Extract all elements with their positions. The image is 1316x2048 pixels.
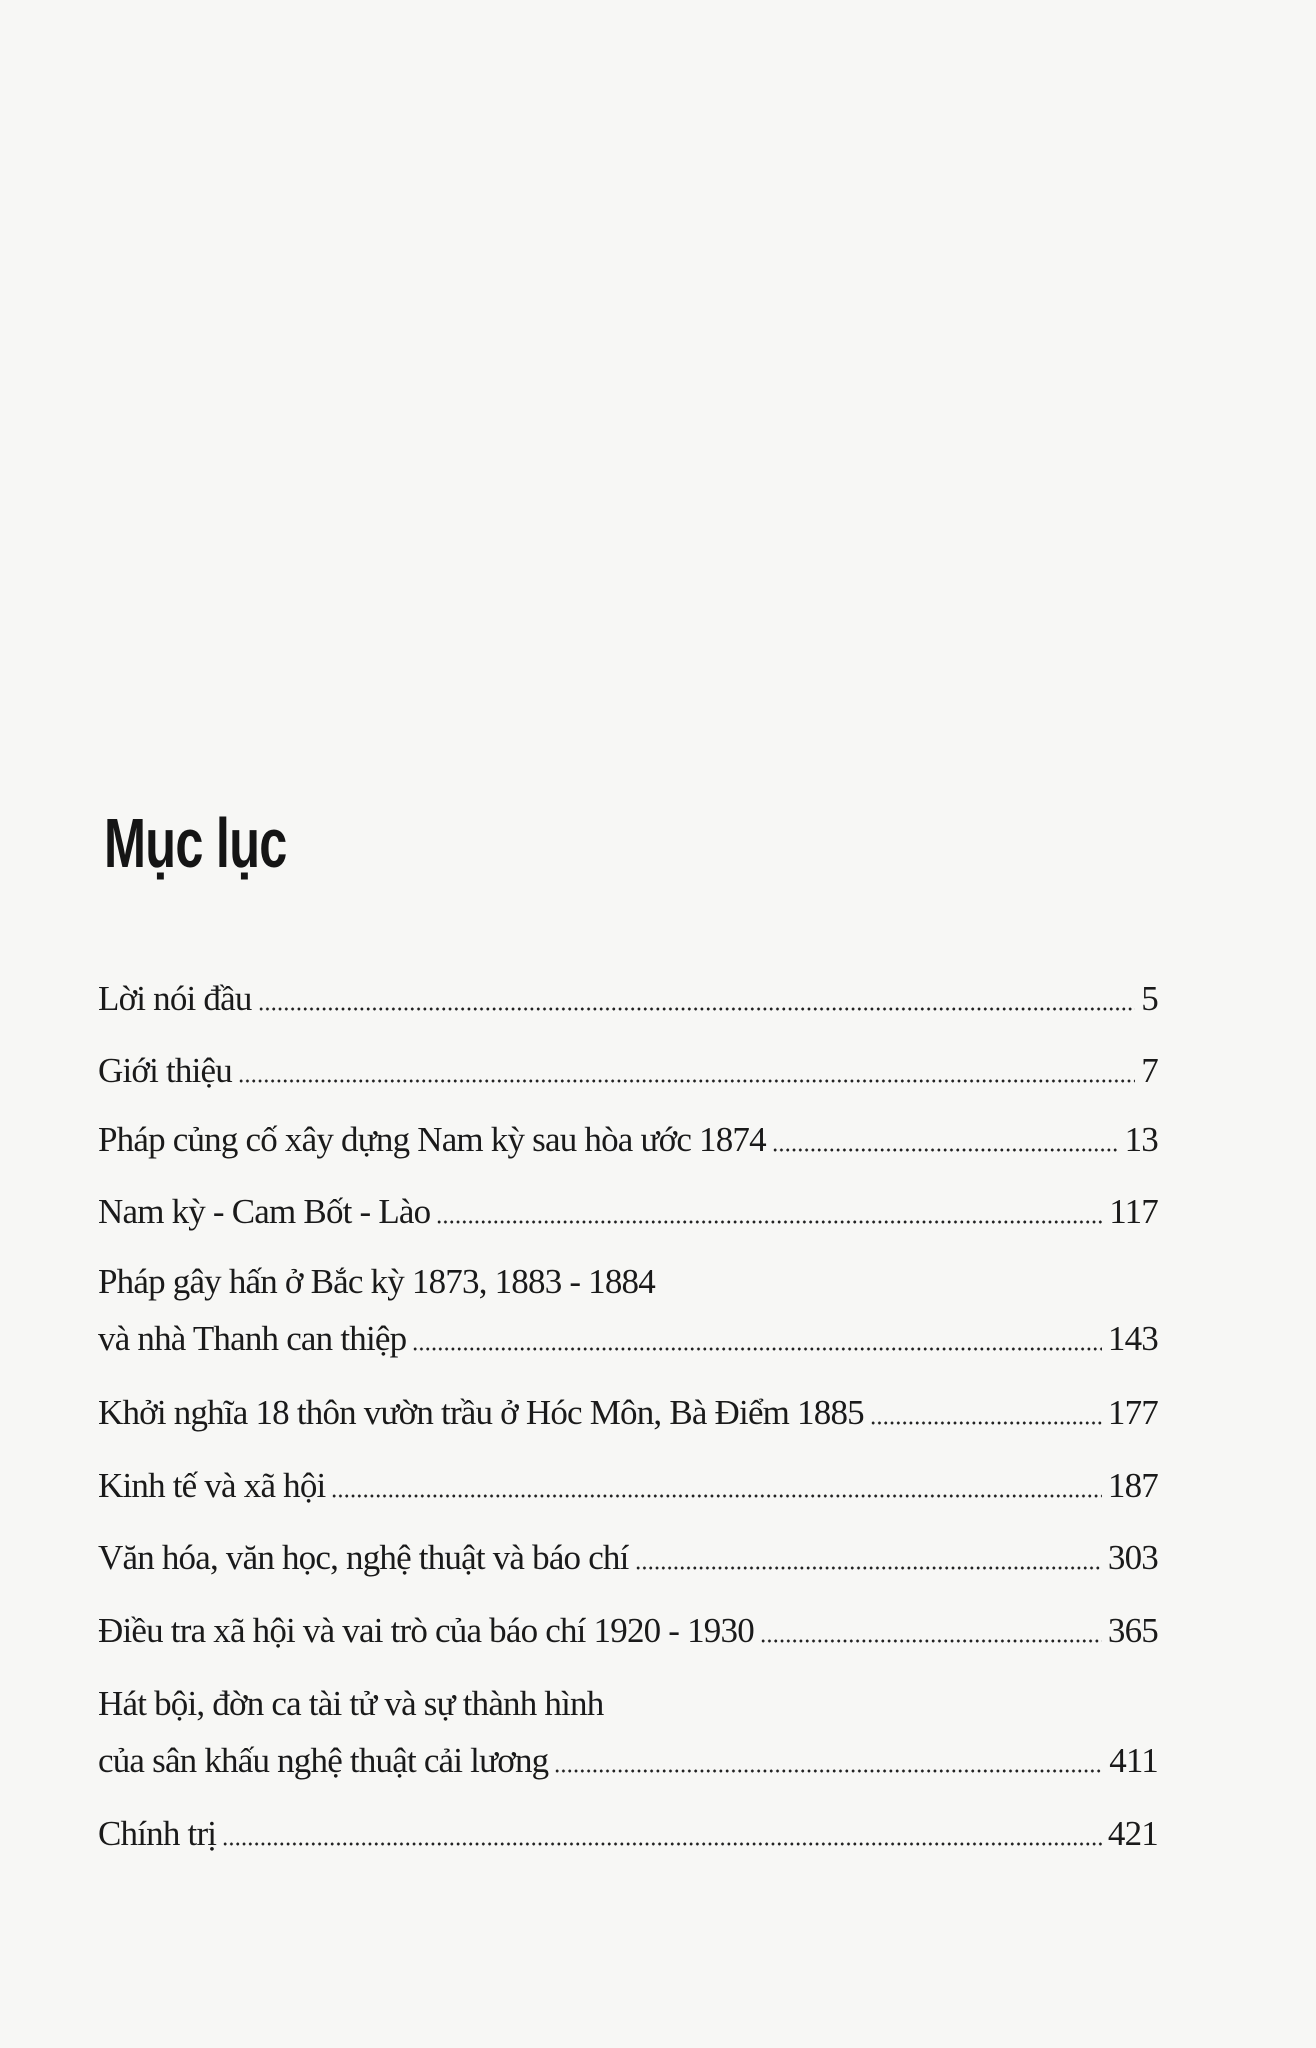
toc-entry[interactable] [98, 1260, 1158, 1361]
toc-entry[interactable] [98, 1464, 1158, 1508]
toc-entry-title: Pháp gây hấn ở Bắc kỳ 1873, 1883 - 1884 [98, 1262, 655, 1301]
toc-entry[interactable] [98, 1536, 1158, 1580]
dot-leader [635, 1566, 1102, 1570]
page-title: Mục lục [104, 804, 287, 882]
toc-entry[interactable] [98, 1609, 1158, 1653]
toc-entry-title: Nam kỳ - Cam Bốt - Lào [98, 1192, 431, 1231]
toc-entry-title: Hát bội, đờn ca tài tử và sự thành hình [98, 1684, 604, 1723]
toc-page-number: 187 [1107, 1466, 1158, 1505]
toc-entry[interactable] [98, 1190, 1158, 1234]
dot-leader [258, 1007, 1136, 1011]
dot-leader [554, 1769, 1103, 1773]
dot-leader [238, 1079, 1135, 1083]
toc-page-number: 143 [1107, 1319, 1158, 1358]
toc-entry[interactable] [98, 1118, 1158, 1162]
dot-leader [870, 1421, 1102, 1425]
toc-entry-title: Lời nói đầu [98, 979, 252, 1018]
toc-entry-title: Điều tra xã hội và vai trò của báo chí 1920 - 1930 [98, 1611, 754, 1650]
toc-entry[interactable] [98, 1049, 1158, 1093]
toc-entry-title: của sân khấu nghệ thuật cải lương [98, 1741, 549, 1780]
toc-entry-title: Pháp củng cố xây dựng Nam kỳ sau hòa ước 1874 [98, 1120, 766, 1159]
toc-entry-title: Kinh tế và xã hội [98, 1466, 326, 1505]
toc-entry[interactable] [98, 977, 1158, 1021]
toc-entry[interactable] [98, 1812, 1158, 1856]
toc-page-number: 421 [1107, 1814, 1158, 1853]
toc-entry[interactable] [98, 1682, 1158, 1783]
toc-page-number: 117 [1109, 1192, 1158, 1231]
toc-page-number: 365 [1107, 1611, 1158, 1650]
toc-entry-title: và nhà Thanh can thiệp [98, 1319, 407, 1358]
toc-page-number: 7 [1141, 1051, 1158, 1090]
toc-entry-title: Văn hóa, văn học, nghệ thuật và báo chí [98, 1538, 629, 1577]
toc-page-number: 13 [1124, 1120, 1158, 1159]
dot-leader [772, 1148, 1119, 1152]
dot-leader [222, 1842, 1102, 1846]
toc-entry-title: Chính trị [98, 1814, 217, 1853]
toc-entry[interactable] [98, 1391, 1158, 1435]
toc-entry-title: Khởi nghĩa 18 thôn vườn trầu ở Hóc Môn, Bà Điểm 1885 [98, 1393, 864, 1432]
dot-leader [412, 1347, 1102, 1351]
toc-page-number: 177 [1107, 1393, 1158, 1432]
dot-leader [760, 1639, 1102, 1643]
dot-leader [331, 1494, 1101, 1498]
toc-entry-title: Giới thiệu [98, 1051, 232, 1090]
toc-page-number: 411 [1109, 1741, 1158, 1780]
dot-leader [436, 1220, 1103, 1224]
toc-page-number: 303 [1107, 1538, 1158, 1577]
toc-page-number: 5 [1141, 979, 1158, 1018]
